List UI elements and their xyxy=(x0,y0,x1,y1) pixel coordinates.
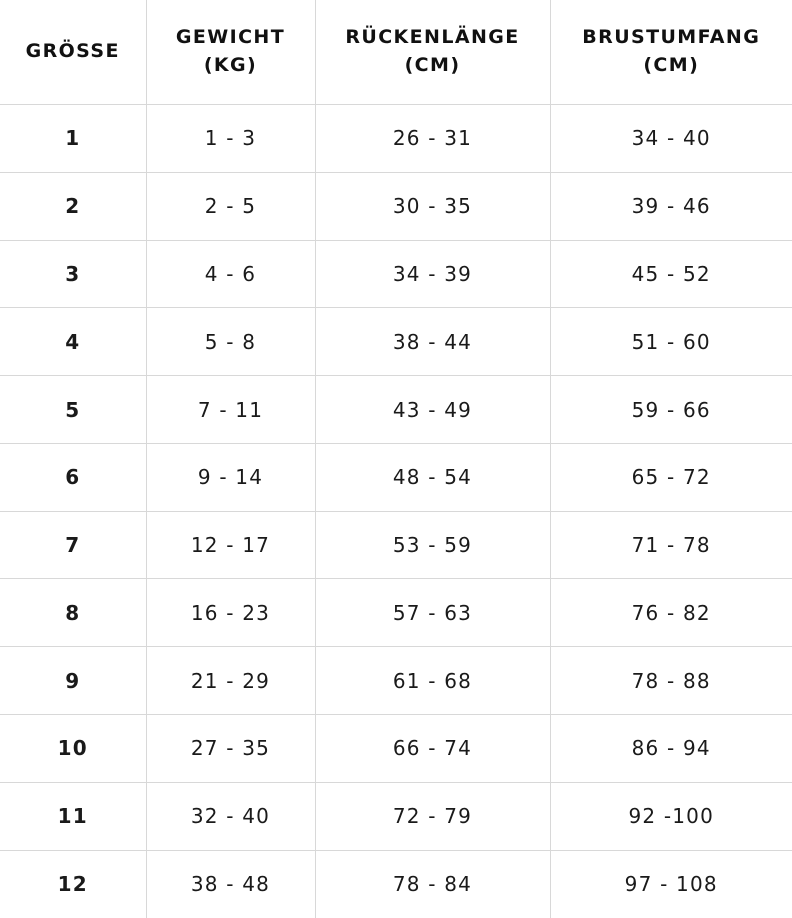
cell-weight: 9 - 14 xyxy=(146,443,315,511)
cell-backlength: 66 - 74 xyxy=(315,715,550,783)
cell-chest: 59 - 66 xyxy=(550,376,792,444)
table-row xyxy=(0,376,792,444)
cell-backlength: 61 - 68 xyxy=(315,647,550,715)
column-header-weight-unit: (KG) xyxy=(203,54,258,76)
cell-size: 7 xyxy=(0,511,146,579)
cell-weight: 27 - 35 xyxy=(146,715,315,783)
cell-weight: 32 - 40 xyxy=(146,782,315,850)
cell-weight: 7 - 11 xyxy=(146,376,315,444)
cell-weight: 21 - 29 xyxy=(146,647,315,715)
table-row xyxy=(0,443,792,511)
cell-weight: 2 - 5 xyxy=(146,172,315,240)
cell-size: 2 xyxy=(0,172,146,240)
column-header-size-label: GRÖSSE xyxy=(25,40,120,63)
cell-backlength: 43 - 49 xyxy=(315,376,550,444)
cell-size: 3 xyxy=(0,240,146,308)
cell-weight: 12 - 17 xyxy=(146,511,315,579)
table-row xyxy=(0,579,792,647)
cell-backlength: 57 - 63 xyxy=(315,579,550,647)
column-header-weight-label: GEWICHT xyxy=(175,26,286,49)
table-row xyxy=(0,850,792,918)
cell-backlength: 34 - 39 xyxy=(315,240,550,308)
cell-backlength: 38 - 44 xyxy=(315,308,550,376)
cell-weight: 5 - 8 xyxy=(146,308,315,376)
column-header-backlength xyxy=(315,0,550,105)
column-header-chest-label: BRUSTUMFANG xyxy=(582,26,761,49)
table-row xyxy=(0,647,792,715)
cell-chest: 76 - 82 xyxy=(550,579,792,647)
cell-size: 6 xyxy=(0,443,146,511)
column-header-size xyxy=(0,0,146,105)
column-header-backlength-unit: (CM) xyxy=(404,54,461,76)
table-header xyxy=(0,0,792,105)
table-row xyxy=(0,511,792,579)
cell-weight: 1 - 3 xyxy=(146,105,315,173)
cell-backlength: 30 - 35 xyxy=(315,172,550,240)
cell-backlength: 26 - 31 xyxy=(315,105,550,173)
cell-chest: 97 - 108 xyxy=(550,850,792,918)
table-row xyxy=(0,172,792,240)
cell-size: 1 xyxy=(0,105,146,173)
cell-size: 10 xyxy=(0,715,146,783)
cell-chest: 39 - 46 xyxy=(550,172,792,240)
cell-chest: 51 - 60 xyxy=(550,308,792,376)
cell-chest: 34 - 40 xyxy=(550,105,792,173)
cell-chest: 78 - 88 xyxy=(550,647,792,715)
cell-size: 8 xyxy=(0,579,146,647)
table-body xyxy=(0,105,792,918)
column-header-backlength-label: RÜCKENLÄNGE xyxy=(345,26,520,49)
table-row xyxy=(0,715,792,783)
column-header-chest-unit: (CM) xyxy=(643,54,700,76)
cell-chest: 71 - 78 xyxy=(550,511,792,579)
cell-chest: 45 - 52 xyxy=(550,240,792,308)
cell-weight: 16 - 23 xyxy=(146,579,315,647)
cell-size: 9 xyxy=(0,647,146,715)
cell-chest: 86 - 94 xyxy=(550,715,792,783)
cell-size: 11 xyxy=(0,782,146,850)
cell-size: 4 xyxy=(0,308,146,376)
table-row xyxy=(0,782,792,850)
cell-backlength: 72 - 79 xyxy=(315,782,550,850)
cell-backlength: 53 - 59 xyxy=(315,511,550,579)
cell-weight: 4 - 6 xyxy=(146,240,315,308)
cell-size: 5 xyxy=(0,376,146,444)
cell-backlength: 48 - 54 xyxy=(315,443,550,511)
cell-chest: 65 - 72 xyxy=(550,443,792,511)
table-row xyxy=(0,105,792,173)
column-header-weight xyxy=(146,0,315,105)
column-header-chest xyxy=(550,0,792,105)
header-row xyxy=(0,0,792,105)
cell-weight: 38 - 48 xyxy=(146,850,315,918)
cell-size: 12 xyxy=(0,850,146,918)
cell-backlength: 78 - 84 xyxy=(315,850,550,918)
table-row xyxy=(0,308,792,376)
table-row xyxy=(0,240,792,308)
cell-chest: 92 -100 xyxy=(550,782,792,850)
